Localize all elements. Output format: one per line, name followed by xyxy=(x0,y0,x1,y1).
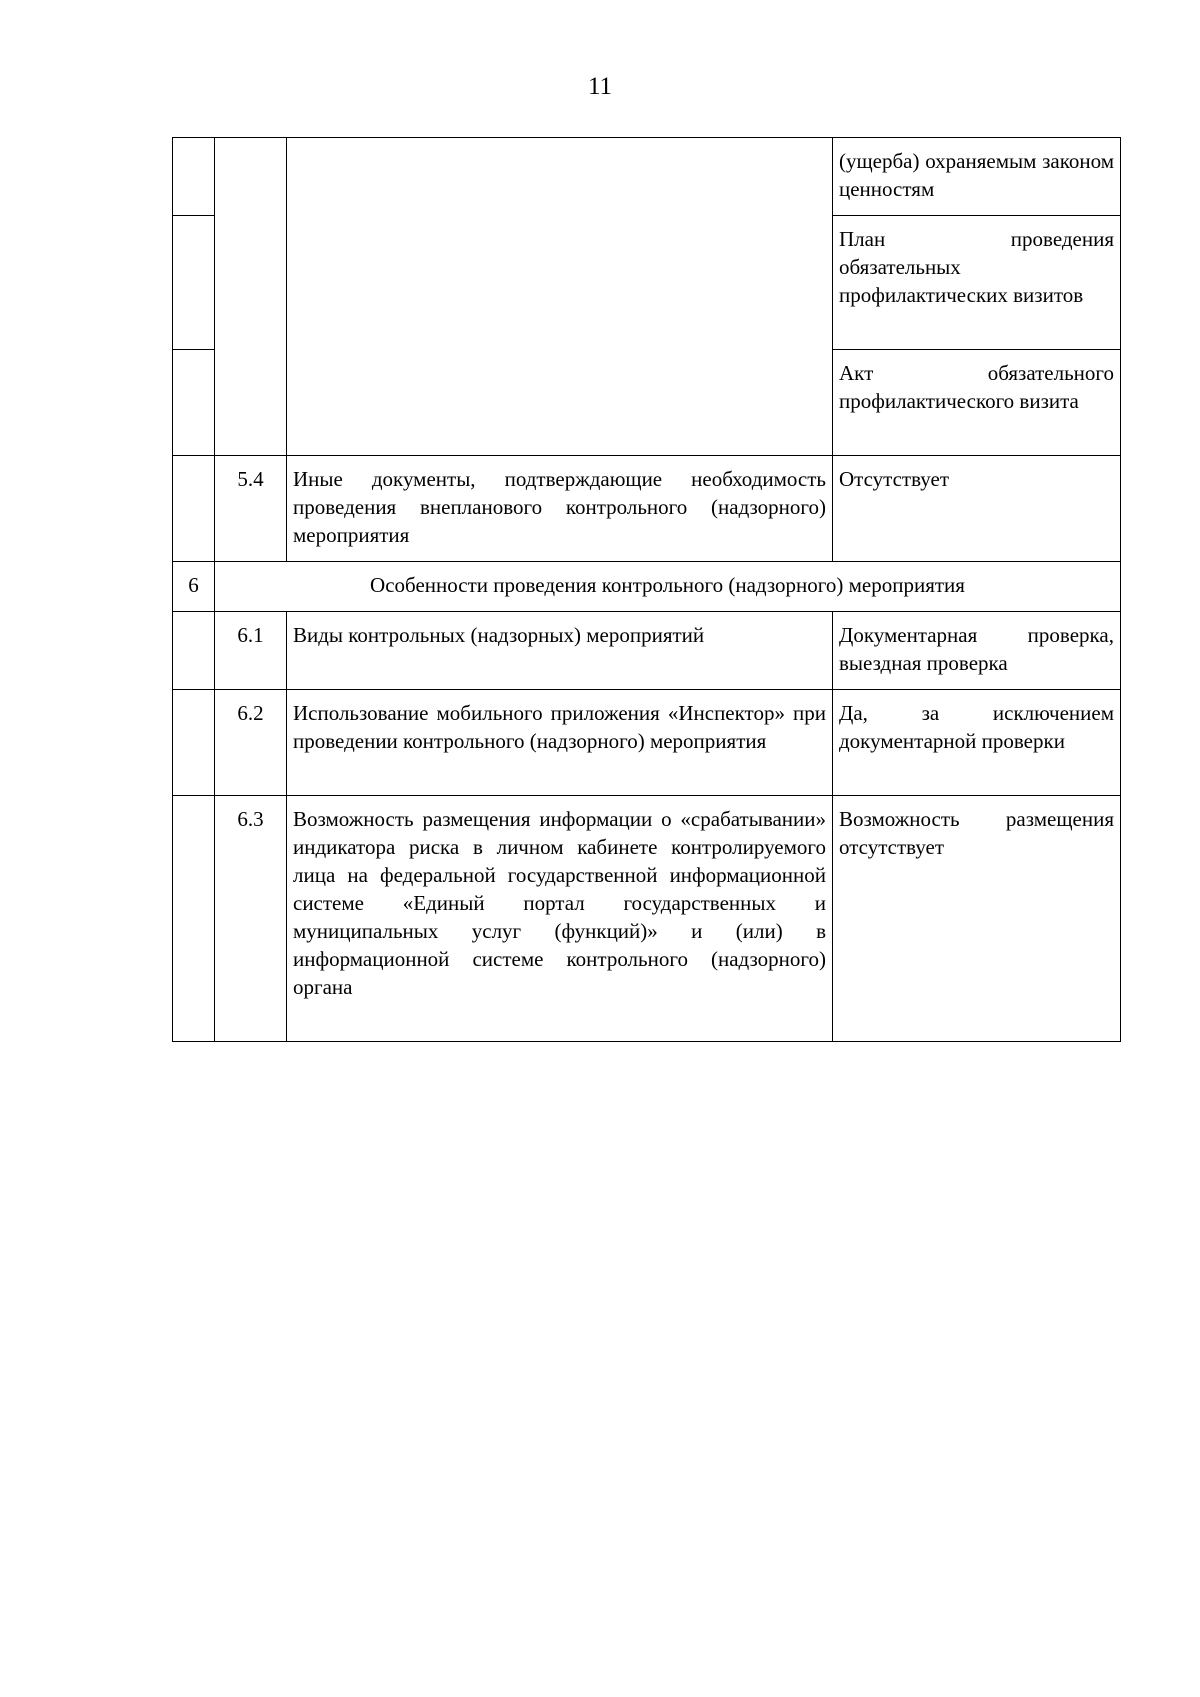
item-label: Возможность размещения информации о «срабатывании» индикатора риска в личном кабинете контролируемого лица на федеральной государственной информационной системе «Единый портал государственных и муниципальных услуг (функций)» и (или) в информационной системе контрольного (надзорного) органа xyxy=(287,796,833,1042)
section-number-cell-empty xyxy=(173,796,215,1042)
item-number: 6.1 xyxy=(215,612,287,690)
item-label-cell-empty xyxy=(287,138,833,456)
table-row xyxy=(173,456,1121,562)
value-cell: (ущерба) охраняемым законом ценностям xyxy=(833,138,1121,216)
page-number: 11 xyxy=(587,73,613,100)
table-row xyxy=(173,796,1121,1042)
item-label: Виды контрольных (надзорных) мероприятий xyxy=(287,612,833,690)
item-value: Да, за исключением документарной проверки xyxy=(833,690,1121,796)
item-number: 5.4 xyxy=(215,456,287,562)
section-number-cell-empty xyxy=(173,216,215,350)
section-title: Особенности проведения контрольного (надзорного) мероприятия xyxy=(215,562,1121,612)
value-cell: Акт обязательного профилактического визита xyxy=(833,350,1121,456)
item-value: Документарная проверка, выездная проверка xyxy=(833,612,1121,690)
section-header-row xyxy=(173,562,1121,612)
section-number-cell-empty xyxy=(173,690,215,796)
item-value: Возможность размещения отсутствует xyxy=(833,796,1121,1042)
section-number-cell-empty xyxy=(173,138,215,216)
item-number: 6.2 xyxy=(215,690,287,796)
table-row xyxy=(173,612,1121,690)
item-label: Иные документы, подтверждающие необходимость проведения внепланового контрольного (надзорного) мероприятия xyxy=(287,456,833,562)
requirements-table xyxy=(172,137,1121,1042)
section-number-cell-empty xyxy=(173,612,215,690)
section-number-cell-empty xyxy=(173,350,215,456)
item-number-cell-empty xyxy=(215,138,287,456)
table-row xyxy=(173,138,1121,216)
section-number-cell-empty xyxy=(173,456,215,562)
item-number: 6.3 xyxy=(215,796,287,1042)
section-number: 6 xyxy=(173,562,215,612)
table-row xyxy=(173,690,1121,796)
item-label: Использование мобильного приложения «Инспектор» при проведении контрольного (надзорного) мероприятия xyxy=(287,690,833,796)
value-cell: План проведения обязательных профилактических визитов xyxy=(833,216,1121,350)
item-value: Отсутствует xyxy=(833,456,1121,562)
